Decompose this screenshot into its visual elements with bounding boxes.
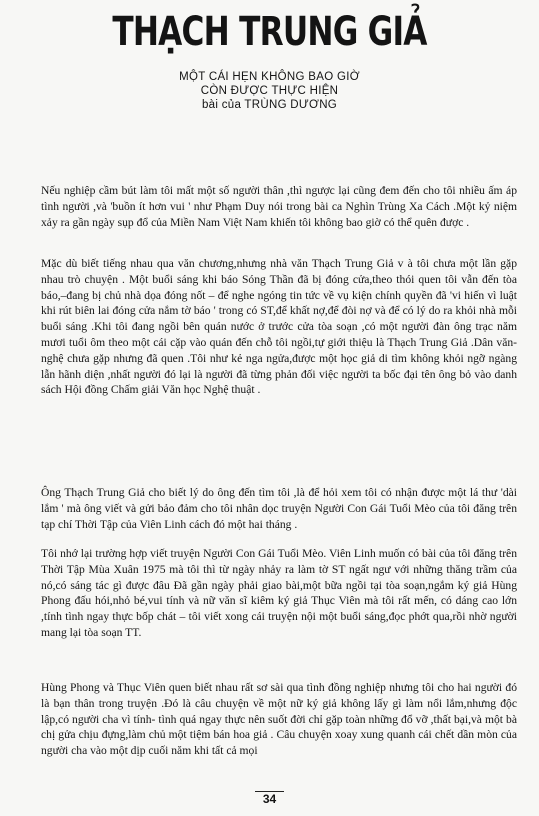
subtitle-line-1: MỘT CÁI HẸN KHÔNG BAO GIỜ [179,71,360,83]
paragraph-3: Ông Thạch Trung Giả cho biết lý do ông đến tìm tôi ,là để hỏi xem tôi có nhận được một lá thư 'dài lắm ' mà ông viết và gửi bảo đảm cho tôi nhân dọc truyện Người Con Gái Tuổi Mèo của tôi đăng trên tạp chí Thời Tập của Viên Linh cách đó một hai tháng . [41,486,517,531]
paragraph-1: Nếu nghiệp cầm bút làm tôi mất một số người thân ,thì ngược lại cũng đem đến cho tôi nhiều ấm áp tình người ,và 'buồn ít hơn vui ' như Phạm Duy nói trong bài ca Nghìn Trùng Xa Cách .Một kỷ niệm xảy ra gần ngày sụp đổ của Miền Nam Việt Nam khiến tôi không bao giờ có thể quên được . [41,184,517,229]
article-title: THẠCH TRUNG GIẢ [112,9,427,55]
page-number-text: 34 [255,791,284,806]
byline: bài của TRÙNG DƯƠNG [201,99,338,111]
page-number [0,792,539,806]
subtitle-line-2: CÒN ĐƯỢC THỰC HIỆN [200,85,339,97]
paragraph-2: Mặc dù biết tiếng nhau qua văn chương,nhưng nhà văn Thạch Trung Giả v à tôi chưa một lần gặp nhau trò chuyện . Một buổi sáng khi báo Sóng Thần đã bị đóng cửa,theo thói quen tôi vẫn đến tòa báo,–đang bị chủ nhà dọa đóng nốt – để nghe ngóng tin tức về vụ kiện chính quyền đã 'vi hiến vì luật khi rút biên lai đóng cửa nắm tờ báo ' trong có ST,để khất nợ,để đòi nợ và để có lý do ra khỏi nhà mỗi buổi sáng .Khi tôi đang ngồi bên quán nước ở trước cửa tòa soạn ,có một người đàn ông trạc năm mươi tuổi ôm theo một cái cặp vào quán đến chỗ tôi ngồi,tự giới thiệu là Thạch Trung Giả .Dân văn- nghệ chưa gặp nhưng đã quen .Tôi như kẻ nga ngửa,được một học giả di tìm không khỏi ngỡ ngàng lẫn hãnh diện ,nhất người đó lại là người đã từng phản đối việc người ta bốc đại tên ông bỏ vào danh sách Hội đồng Chấm giải Văn học Nghệ thuật . [41,257,517,397]
paragraph-5: Hùng Phong và Thục Viên quen biết nhau rất sơ sài qua tình đồng nghiệp nhưng tôi cho hai người đó là bạn thân trong truyện .Đó là câu chuyện về một nữ ký giả không lấy gì làm nổi lắm,nhưng độc lập,có người cha vì tính- tình quá ngay thực nên suốt đời chỉ gặp toàn những đổ vỡ ,thất bại,và một bà chị gửa chịu đựng,làm chủ một tiệm bán hoa giả . Câu chuyện xoay xung quanh cái chết dần mòn của người cha vào một dịp cuối năm khi tất cả mọi [41,681,517,758]
paragraph-4: Tôi nhớ lại trường hợp viết truyện Người Con Gái Tuổi Mèo. Viên Linh muốn có bài của tôi đăng trên Thời Tập Mùa Xuân 1975 mà tôi thì từ ngày nhảy ra làm tờ ST ngất ngư với những thăng trầm của nó,có sáng tác gì được đâu Đã gần ngày phải giao bài,một bữa ngồi tại tòa soạn,ngắm ký giả Hùng Phong đấu hói,nhỏ bé,vui tính và nữ văn sĩ kiêm ký giả Thục Viên mà tôi rất mến, có dáng cao lớn ,tính tình ngay thực bốp chát – tôi viết xong cái truyện nội một buổi sáng,đọc phớt qua,rồi nhờ người mang lại tòa soạn TT. [41,547,517,639]
